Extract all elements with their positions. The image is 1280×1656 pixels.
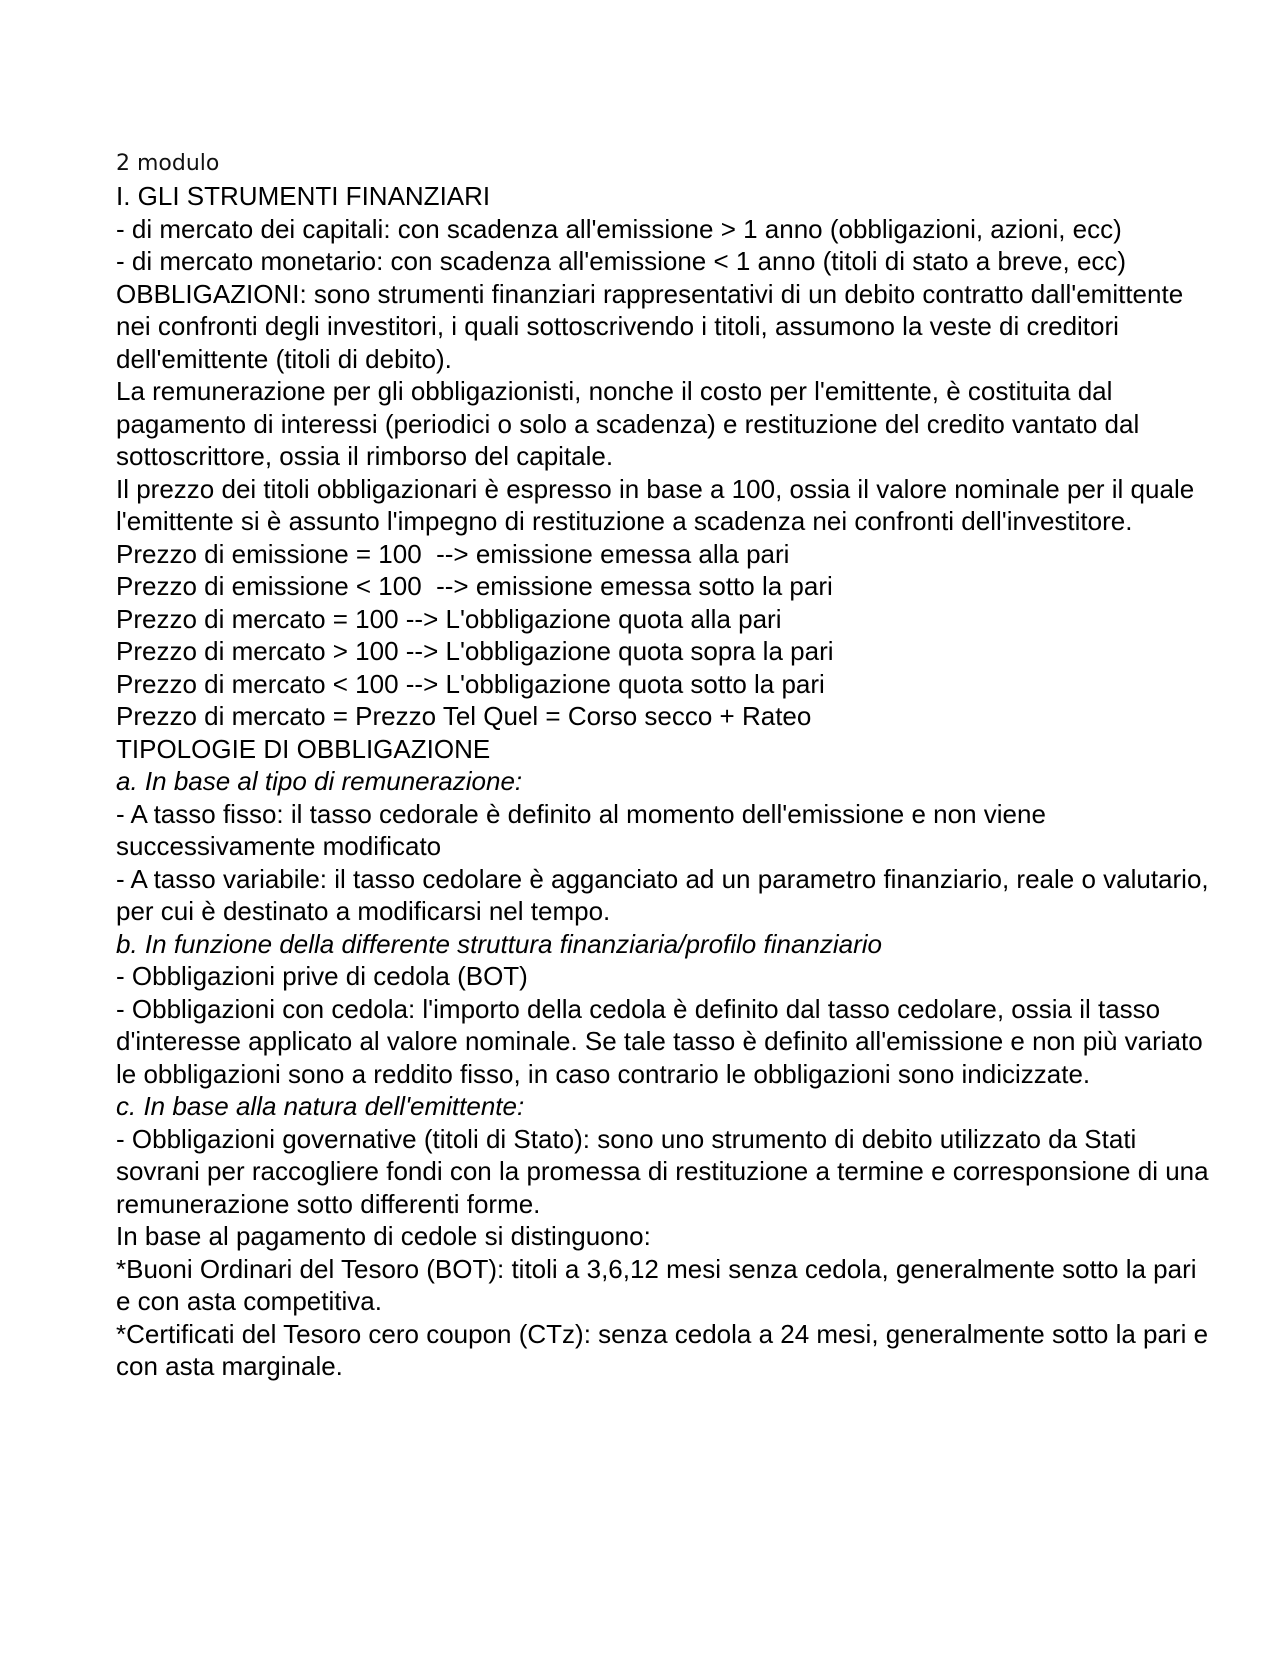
price-list [116,538,1216,733]
price-line: Prezzo di mercato > 100 --> L'obbligazione quota sopra la pari [116,636,834,666]
module-label: 2 modulo [116,151,220,176]
government-bonds-paragraph: - Obbligazioni governative (titoli di Stato): sono uno strumento di debito utilizzato da Stati sovrani per raccogliere fondi con la promessa di restituzione a termine e corresponsione di una remunerazione sotto differenti forme. [116,1123,1216,1219]
issuer-nature-heading: c. In base alla natura dell'emittente: [116,1091,525,1121]
document-page [116,148,1216,1383]
types-heading: TIPOLOGIE DI OBBLIGAZIONE [116,733,491,764]
coupon-bonds-paragraph: - Obbligazioni con cedola: l'importo della cedola è definito dal tasso cedolare, ossia il tasso d'interesse applicato al valore nominale. Se tale tasso è definito all'emissione e non più variato le obbligazioni sono a reddito fisso, in caso contrario le obbligazioni sono indicizzate. [116,993,1210,1089]
price-line: Prezzo di emissione = 100 --> emissione emessa alla pari [116,538,790,569]
price-line: Prezzo di emissione < 100 --> emissione emessa sotto la pari [116,571,833,601]
coupon-distinction-paragraph: In base al pagamento di cedole si distinguono: [116,1221,651,1251]
money-market-paragraph: - di mercato monetario: con scadenza all'emissione < 1 anno (titoli di stato a breve, ecc) [116,246,1127,276]
ctz-paragraph: *Certificati del Tesoro cero coupon (CTz): senza cedola a 24 mesi, generalmente sotto la pari e con asta marginale. [116,1318,1216,1381]
capital-market-paragraph: - di mercato dei capitali: con scadenza all'emissione > 1 anno (obbligazioni, azioni, ecc) [116,213,1122,244]
obligations-definition-paragraph: OBBLIGAZIONI: sono strumenti finanziari rappresentativi di un debito contratto dall'emittente nei confronti degli investitori, i quali sottoscrivendo i titoli, assumono la veste di creditori dell'emittente (titoli di debito). [116,278,1191,374]
financial-structure-heading: b. In funzione della differente struttura finanziaria/profilo finanziario [116,928,882,959]
zero-coupon-paragraph: - Obbligazioni prive di cedola (BOT) [116,961,528,991]
section-title: I. GLI STRUMENTI FINANZIARI [116,181,491,211]
price-line: Prezzo di mercato < 100 --> L'obbligazione quota sotto la pari [116,668,825,699]
price-line: Prezzo di mercato = Prezzo Tel Quel = Corso secco + Rateo [116,701,812,731]
variable-rate-paragraph: - A tasso variabile: il tasso cedolare è agganciato ad un parametro finanziario, reale o valutario, per cui è destinato a modificarsi nel tempo. [116,863,1216,926]
bot-paragraph: *Buoni Ordinari del Tesoro (BOT): titoli a 3,6,12 mesi senza cedola, generalmente sotto la pari e con asta competitiva. [116,1253,1204,1316]
price-basis-paragraph: Il prezzo dei titoli obbligazionari è espresso in base a 100, ossia il valore nominale per il quale l'emittente si è assunto l'impegno di restituzione a scadenza nei confronti dell'investitore. [116,473,1202,536]
remuneration-type-heading: a. In base al tipo di remunerazione: [116,766,523,796]
price-line: Prezzo di mercato = 100 --> L'obbligazione quota alla pari [116,603,782,634]
remuneration-paragraph: La remunerazione per gli obbligazionisti, nonche il costo per l'emittente, è costituita dal pagamento di interessi (periodici o solo a scadenza) e restituzione del credito vantato dal sottoscrittore, ossia il rimborso del capitale. [116,376,1147,471]
fixed-rate-paragraph: - A tasso fisso: il tasso cedorale è definito al momento dell'emissione e non viene successivamente modificato [116,798,1054,861]
